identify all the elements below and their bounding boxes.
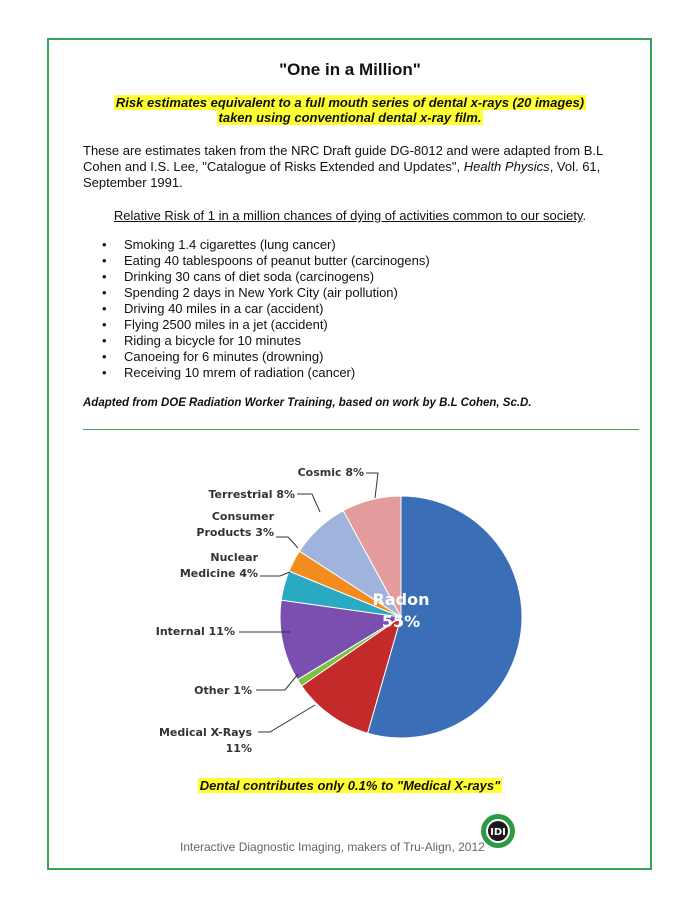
footer-text: Interactive Diagnostic Imaging, makers of Tru-Align, 2012 — [180, 840, 485, 854]
intro-text-1: These are estimates taken from the NRC Draft guide DG-8012 and were adapted from B.L Cohen and I.S. Lee, "Catalogue of Risks Extended and Updates", — [83, 143, 603, 174]
slice-label: Medical X-Rays — [158, 726, 252, 739]
subtitle — [0, 95, 700, 125]
slice-label: Internal 11% — [155, 625, 235, 638]
slice-label: Radon — [372, 590, 430, 609]
leader-line — [260, 572, 290, 576]
risk-list — [100, 237, 430, 381]
dental-footnote — [0, 778, 700, 793]
intro-paragraph — [83, 143, 623, 191]
journal-name: Health Physics — [463, 159, 550, 174]
idi-logo — [479, 812, 517, 850]
slice-label: 11% — [225, 742, 252, 755]
page-title: "One in a Million" — [279, 60, 421, 79]
intro-text-2: , Vol. 61, September 1991. — [83, 159, 601, 190]
list-item: • Smoking 1.4 cigarettes (lung cancer) — [100, 237, 430, 253]
slice-label: Products 3% — [196, 526, 274, 539]
radiation-sources-pie-chart — [140, 450, 560, 780]
list-item: • Driving 40 miles in a car (accident) — [100, 301, 430, 317]
subtitle-line-1: Risk estimates equivalent to a full mouth series of dental x-rays (20 images) — [115, 95, 585, 110]
leader-line — [258, 705, 315, 732]
slice-label: Medicine 4% — [179, 567, 258, 580]
section-divider — [83, 429, 639, 430]
slice-label: Consumer — [211, 510, 274, 523]
slice-label: Cosmic 8% — [297, 466, 364, 479]
list-item: • Eating 40 tablespoons of peanut butter (carcinogens) — [100, 253, 430, 269]
relative-risk-heading — [0, 208, 700, 223]
slice-label: 55% — [381, 612, 421, 631]
list-item: • Flying 2500 miles in a jet (accident) — [100, 317, 430, 333]
list-item: • Receiving 10 mrem of radiation (cancer) — [100, 365, 430, 381]
slice-label: Nuclear — [210, 551, 258, 564]
leader-line — [297, 494, 320, 512]
list-item: • Canoeing for 6 minutes (drowning) — [100, 349, 430, 365]
slice-label: Terrestrial 8% — [208, 488, 295, 501]
list-item: • Spending 2 days in New York City (air pollution) — [100, 285, 430, 301]
dental-footnote-text: Dental contributes only 0.1% to "Medical X-rays" — [199, 778, 501, 793]
logo-text: IDI — [490, 827, 506, 838]
relative-risk-text: Relative Risk of 1 in a million chances of dying of activities common to our society — [113, 208, 583, 223]
subtitle-line-2: taken using conventional dental x-ray film. — [218, 110, 482, 125]
leader-line — [366, 473, 378, 498]
slice-label: Other 1% — [194, 684, 252, 697]
leader-line — [276, 537, 298, 548]
credit-line: Adapted from DOE Radiation Worker Training, based on work by B.L Cohen, Sc.D. — [83, 397, 532, 409]
list-item: • Riding a bicycle for 10 minutes — [100, 333, 430, 349]
list-item: • Drinking 30 cans of diet soda (carcinogens) — [100, 269, 430, 285]
leader-line — [256, 674, 298, 690]
relative-risk-period: . — [582, 208, 587, 223]
